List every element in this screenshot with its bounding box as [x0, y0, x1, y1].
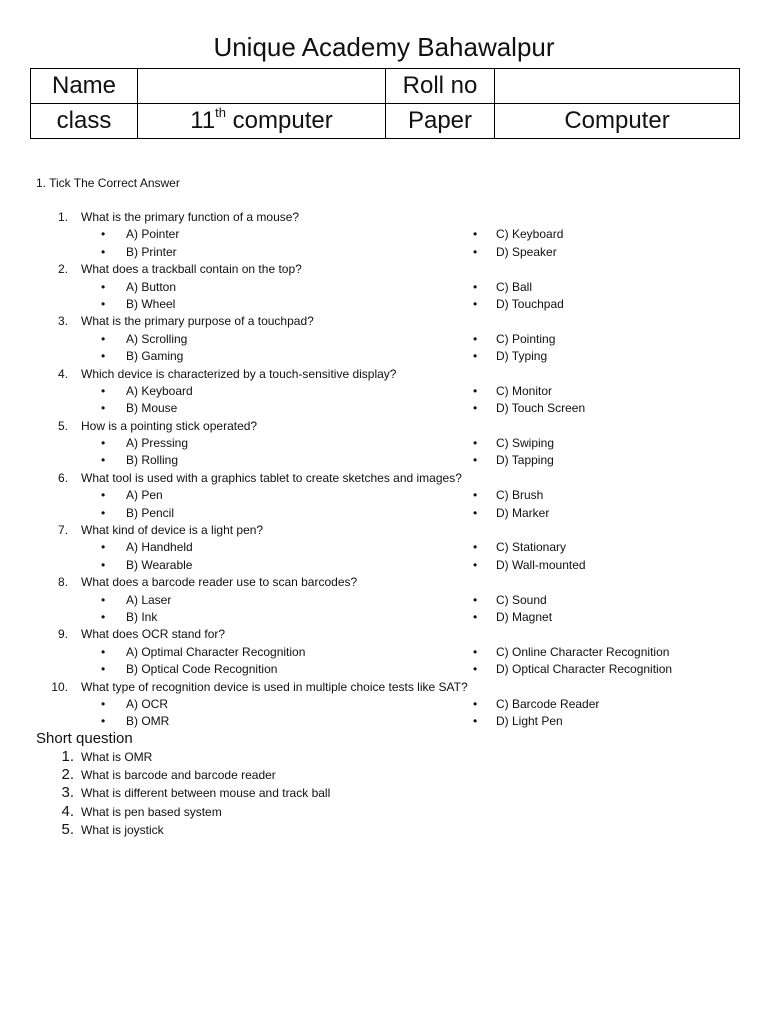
question-text: What type of recognition device is used in multiple choice tests like SAT?	[81, 679, 468, 694]
question-row	[0, 470, 768, 487]
question-number: 7.	[57, 523, 68, 538]
option-row	[0, 331, 768, 348]
option-b[interactable]: B) Printer	[126, 244, 177, 259]
option-row	[0, 609, 768, 626]
short-question-item	[0, 784, 768, 802]
question-number: 6.	[57, 470, 68, 485]
bullet: •	[101, 557, 106, 572]
option-d[interactable]: D) Speaker	[496, 244, 557, 259]
bullet: •	[473, 609, 478, 624]
option-row	[0, 661, 768, 678]
question-text: What kind of device is a light pen?	[81, 523, 264, 538]
option-row	[0, 713, 768, 730]
option-row	[0, 296, 768, 313]
question-number: 8.	[57, 575, 68, 590]
option-d[interactable]: D) Magnet	[496, 609, 553, 624]
option-d[interactable]: D) Wall-mounted	[496, 557, 586, 572]
short-question-item	[0, 803, 768, 821]
bullet: •	[473, 714, 478, 729]
option-b[interactable]: B) Gaming	[126, 349, 184, 364]
short-question-number: 2.	[61, 766, 74, 784]
option-b[interactable]: B) Ink	[126, 609, 158, 624]
option-a[interactable]: A) OCR	[126, 696, 168, 711]
option-b[interactable]: B) Wheel	[126, 296, 176, 311]
mcq-section-title: 1. Tick The Correct Answer	[36, 176, 180, 190]
question-row	[0, 209, 768, 226]
question-number: 10.	[51, 679, 68, 694]
bullet: •	[101, 453, 106, 468]
option-row	[0, 244, 768, 261]
class-value-rest: computer	[226, 107, 333, 134]
option-d[interactable]: D) Light Pen	[496, 714, 563, 729]
question-number: 4.	[57, 366, 68, 381]
option-row	[0, 539, 768, 556]
table-row	[31, 104, 740, 139]
question-row	[0, 522, 768, 539]
bullet: •	[473, 296, 478, 311]
question-text: What is the primary purpose of a touchpad?	[81, 314, 314, 329]
option-b[interactable]: B) OMR	[126, 714, 170, 729]
bullet: •	[473, 227, 478, 242]
option-d[interactable]: D) Touchpad	[496, 296, 564, 311]
bullet: •	[101, 436, 106, 451]
paper-value: Computer	[495, 104, 740, 139]
rollno-label: Roll no	[386, 69, 495, 104]
question-row	[0, 261, 768, 278]
option-row	[0, 452, 768, 469]
question-text: What tool is used with a graphics tablet to create sketches and images?	[81, 470, 462, 485]
bullet: •	[473, 662, 478, 677]
bullet: •	[473, 557, 478, 572]
option-b[interactable]: B) Rolling	[126, 453, 179, 468]
short-question-text: What is different between mouse and track ball	[81, 786, 331, 801]
option-c[interactable]: C) Pointing	[496, 331, 556, 346]
option-row	[0, 557, 768, 574]
option-a[interactable]: A) Keyboard	[126, 383, 193, 398]
option-b[interactable]: B) Mouse	[126, 401, 178, 416]
bullet: •	[473, 383, 478, 398]
name-label: Name	[31, 69, 138, 104]
mcq-list	[0, 209, 768, 731]
bullet: •	[473, 488, 478, 503]
bullet: •	[101, 349, 106, 364]
short-question-text: What is barcode and barcode reader	[81, 768, 276, 783]
question-text: What is the primary function of a mouse?	[81, 210, 300, 224]
bullet: •	[473, 279, 478, 294]
option-row	[0, 592, 768, 609]
question-row	[0, 626, 768, 643]
paper-label: Paper	[386, 104, 495, 139]
short-question-item	[0, 748, 768, 766]
short-question-item	[0, 766, 768, 784]
bullet: •	[473, 540, 478, 555]
option-a[interactable]: A) Laser	[126, 592, 172, 607]
short-question-text: What is pen based system	[81, 804, 222, 819]
option-c[interactable]: C) Barcode Reader	[496, 696, 600, 711]
question-number: 2.	[57, 262, 68, 277]
option-c[interactable]: C) Swiping	[496, 436, 555, 451]
option-c[interactable]: C) Brush	[496, 488, 544, 503]
option-a[interactable]: A) Handheld	[126, 540, 193, 555]
bullet: •	[101, 279, 106, 294]
option-d[interactable]: D) Marker	[496, 505, 550, 520]
option-b[interactable]: B) Pencil	[126, 505, 175, 520]
question-number: 1.	[57, 210, 68, 224]
option-row	[0, 400, 768, 417]
class-value-num: 11	[190, 107, 216, 134]
bullet: •	[101, 505, 106, 520]
bullet: •	[473, 592, 478, 607]
short-question-text: What is joystick	[81, 822, 164, 837]
short-question-number: 3.	[61, 784, 74, 802]
name-field[interactable]	[138, 69, 386, 104]
bullet: •	[473, 349, 478, 364]
bullet: •	[473, 244, 478, 259]
question-text: How is a pointing stick operated?	[81, 418, 258, 433]
option-b[interactable]: B) Wearable	[126, 557, 193, 572]
option-a[interactable]: A) Pen	[126, 488, 163, 503]
bullet: •	[101, 609, 106, 624]
question-text: What does a barcode reader use to scan barcodes?	[81, 575, 358, 590]
bullet: •	[101, 714, 106, 729]
bullet: •	[101, 592, 106, 607]
bullet: •	[101, 296, 106, 311]
bullet: •	[473, 453, 478, 468]
option-row	[0, 487, 768, 504]
option-row	[0, 279, 768, 296]
option-c[interactable]: C) Keyboard	[496, 227, 564, 242]
bullet: •	[101, 383, 106, 398]
bullet: •	[101, 696, 106, 711]
option-a[interactable]: A) Button	[126, 279, 177, 294]
question-row	[0, 679, 768, 696]
option-a[interactable]: A) Optimal Character Recognition	[126, 644, 306, 659]
short-question-number: 5.	[61, 820, 74, 838]
bullet: •	[101, 401, 106, 416]
bullet: •	[101, 244, 106, 259]
bullet: •	[101, 488, 106, 503]
option-d[interactable]: D) Typing	[496, 349, 548, 364]
option-row	[0, 644, 768, 661]
option-b[interactable]: B) Optical Code Recognition	[126, 662, 278, 677]
option-a[interactable]: A) Pointer	[126, 227, 180, 242]
option-row	[0, 435, 768, 452]
short-question-number: 4.	[61, 802, 74, 820]
option-d[interactable]: D) Touch Screen	[496, 401, 586, 416]
question-row	[0, 574, 768, 591]
bullet: •	[473, 644, 478, 659]
short-question-number: 1.	[61, 748, 74, 765]
class-value	[138, 104, 386, 139]
option-c[interactable]: C) Ball	[496, 279, 533, 294]
option-c[interactable]: C) Sound	[496, 592, 547, 607]
class-label: class	[31, 104, 138, 139]
option-c[interactable]: C) Online Character Recognition	[496, 644, 670, 659]
question-number: 3.	[57, 314, 68, 329]
option-a[interactable]: A) Pressing	[126, 436, 189, 451]
bullet: •	[101, 227, 106, 242]
short-question-item	[0, 821, 768, 839]
option-c[interactable]: C) Monitor	[496, 383, 553, 398]
option-row	[0, 383, 768, 400]
question-text: What does OCR stand for?	[81, 627, 226, 642]
option-row	[0, 348, 768, 365]
option-c[interactable]: C) Stationary	[496, 540, 567, 555]
bullet: •	[101, 644, 106, 659]
short-question-text: What is OMR	[81, 750, 153, 764]
option-a[interactable]: A) Scrolling	[126, 331, 188, 346]
question-number: 9.	[57, 627, 68, 642]
question-text: Which device is characterized by a touch-sensitive display?	[81, 366, 397, 381]
rollno-field[interactable]	[495, 69, 740, 104]
question-row	[0, 418, 768, 435]
short-question-title: Short question	[36, 730, 133, 747]
option-d[interactable]: D) Optical Character Recognition	[496, 662, 673, 677]
question-row	[0, 313, 768, 330]
class-value-sup: th	[215, 105, 227, 120]
page-title: Unique Academy Bahawalpur	[213, 32, 555, 62]
option-row	[0, 696, 768, 713]
option-row	[0, 226, 768, 243]
student-info-table	[30, 68, 740, 139]
bullet: •	[473, 505, 478, 520]
question-text: What does a trackball contain on the top?	[81, 262, 302, 277]
bullet: •	[101, 662, 106, 677]
question-row	[0, 366, 768, 383]
bullet: •	[473, 331, 478, 346]
bullet: •	[101, 331, 106, 346]
option-row	[0, 505, 768, 522]
option-d[interactable]: D) Tapping	[496, 453, 554, 468]
bullet: •	[473, 696, 478, 711]
short-question-list	[0, 748, 768, 839]
bullet: •	[101, 540, 106, 555]
table-row	[31, 69, 740, 104]
bullet: •	[473, 401, 478, 416]
question-number: 5.	[57, 418, 68, 433]
bullet: •	[473, 436, 478, 451]
